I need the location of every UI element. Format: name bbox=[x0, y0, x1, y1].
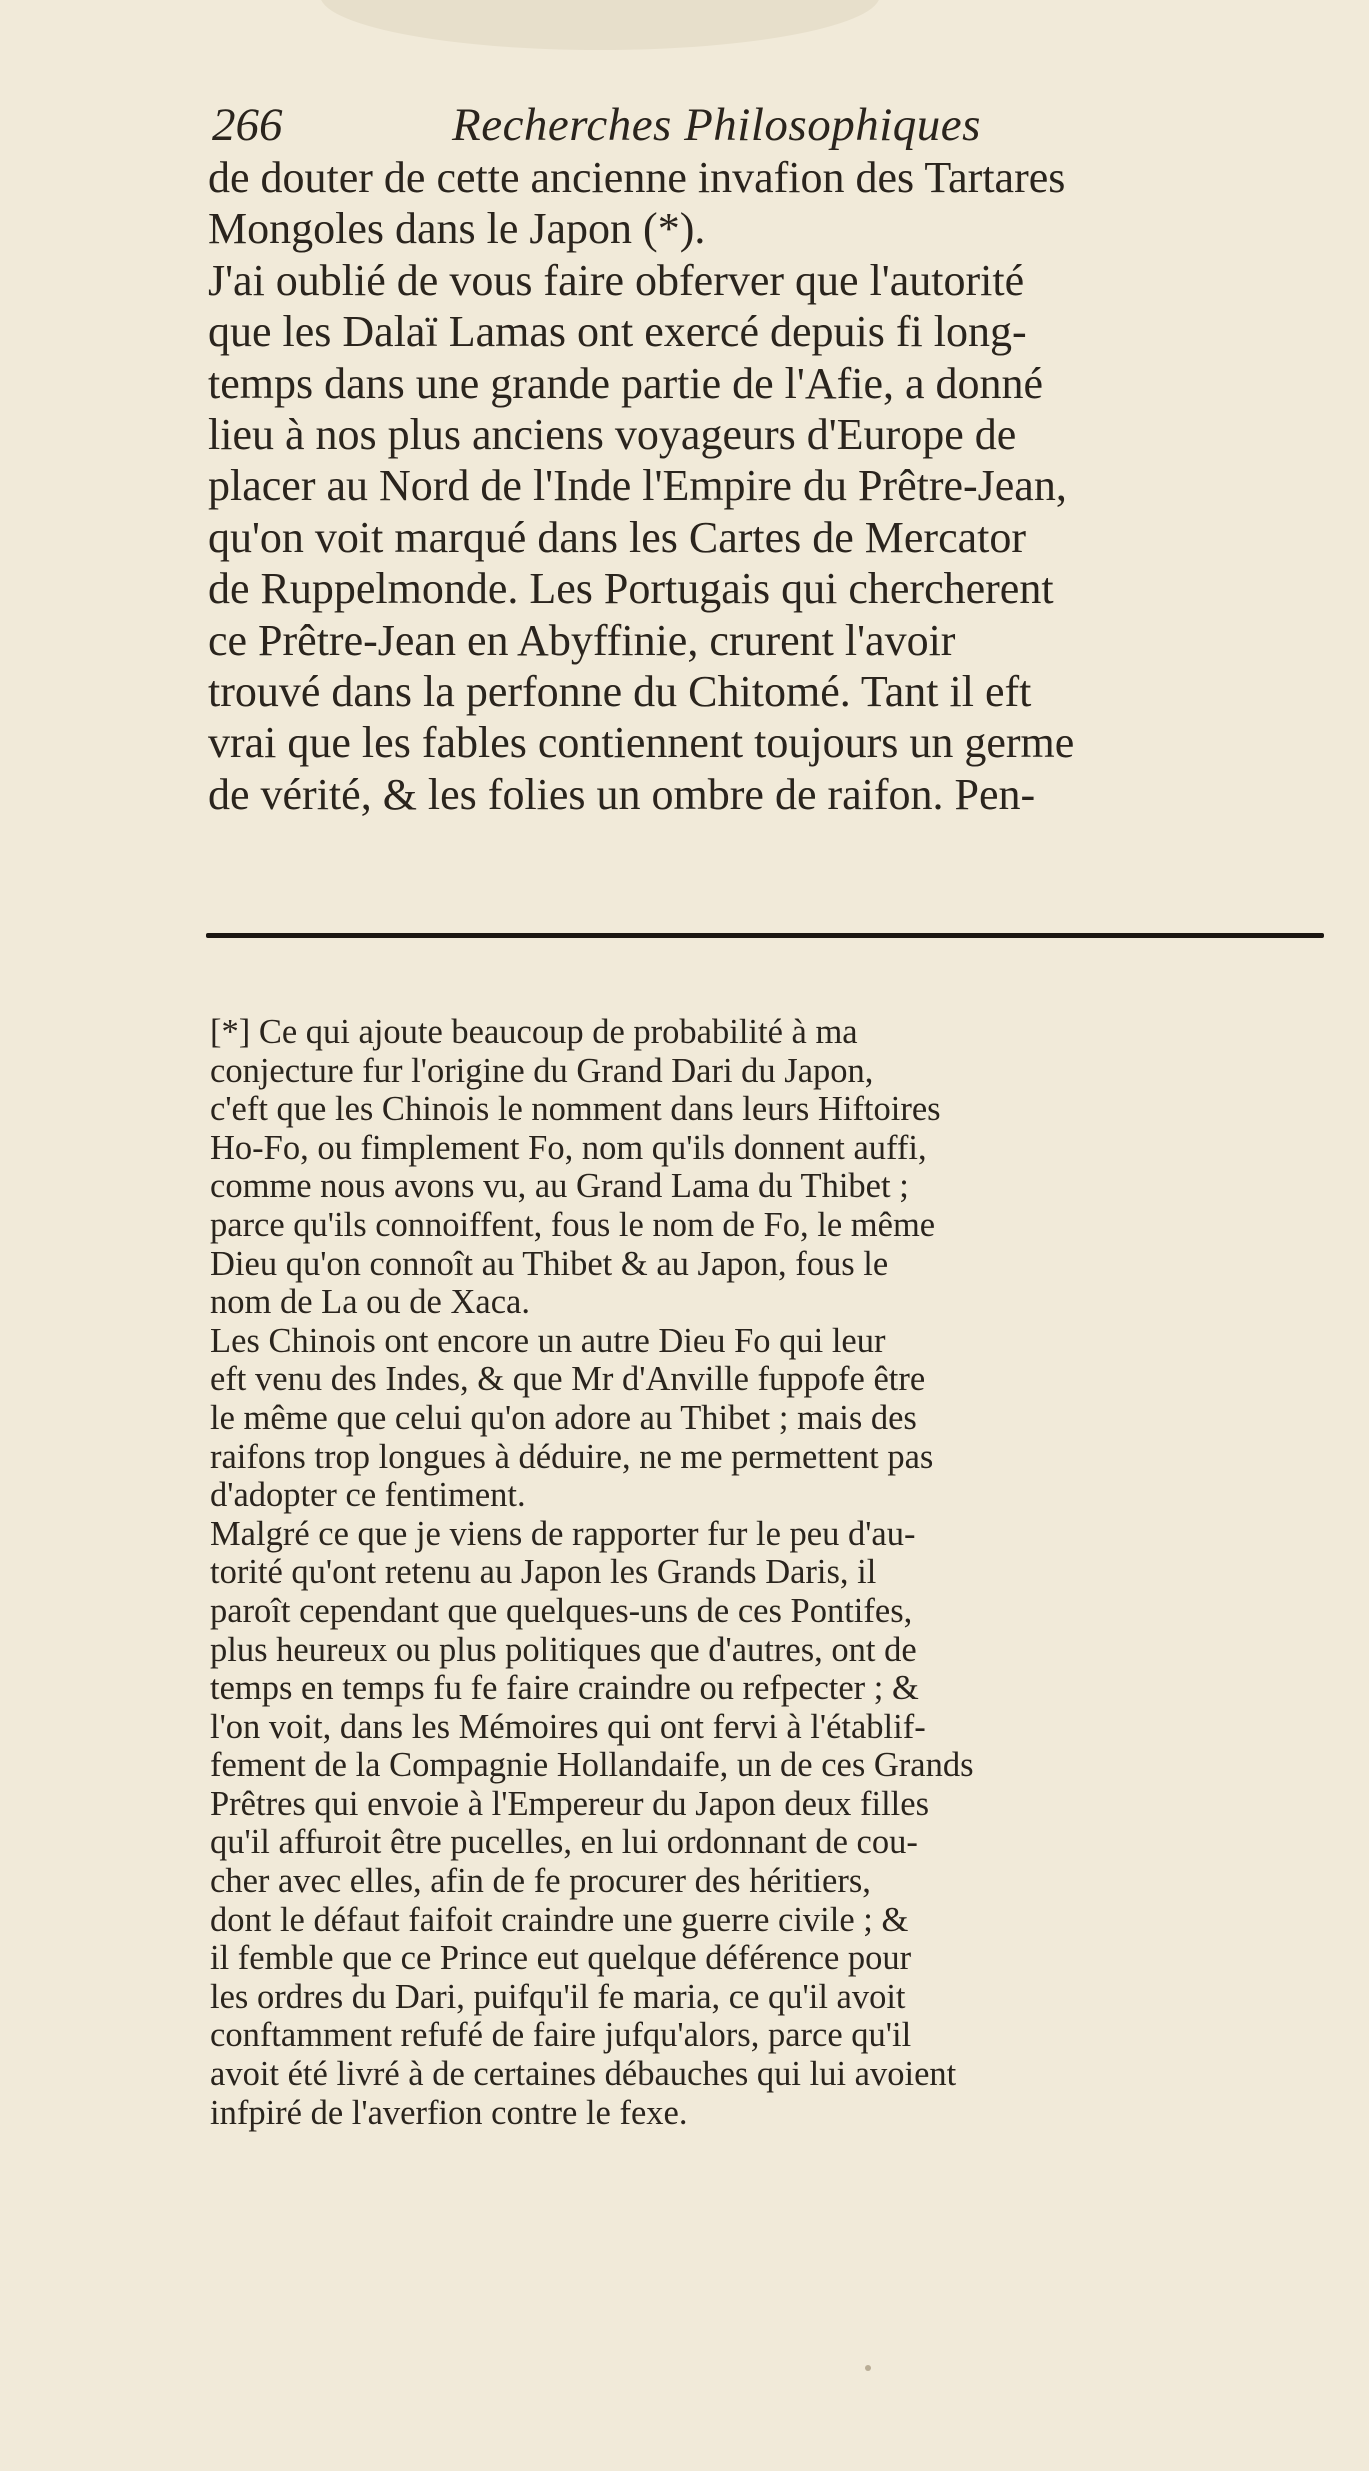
footnotes bbox=[210, 1013, 1322, 2132]
footnote-line: Dieu qu'on connoît au Thibet & au Japon, fous le bbox=[210, 1244, 889, 1283]
footnote-line: c'eft que les Chinois le nomment dans leurs Hiftoires bbox=[210, 1090, 941, 1129]
footnote-line: nom de La ou de Xaca. bbox=[210, 1283, 530, 1322]
footnote-line: paroît cependant que quelques-uns de ces Pontifes, bbox=[210, 1591, 913, 1630]
footnote-line: les ordres du Dari, puifqu'il fe maria, ce qu'il avoit bbox=[210, 1977, 906, 2016]
running-title: Recherches Philosophiques bbox=[452, 99, 981, 151]
text-line: de douter de cette ancienne invafion des Tartares bbox=[208, 153, 1066, 202]
text-line: temps dans une grande partie de l'Afie, a donné bbox=[208, 358, 1044, 408]
page-number: 266 bbox=[212, 99, 283, 151]
footnote-line: [*] Ce qui ajoute beaucoup de probabilité à ma bbox=[210, 1013, 858, 1051]
text-line: ce Prêtre-Jean en Abyffinie, crurent l'avoir bbox=[208, 615, 956, 665]
ink-speck bbox=[865, 2365, 871, 2371]
footnote-line: raifons trop longues à déduire, ne me permettent pas bbox=[210, 1437, 934, 1476]
footnote-line: torité qu'ont retenu au Japon les Grands Daris, il bbox=[210, 1553, 877, 1592]
footnote-line: parce qu'ils connoiffent, fous le nom de Fo, le même bbox=[210, 1205, 936, 1244]
page-stain bbox=[320, 0, 880, 50]
footnote-3 bbox=[210, 1515, 1322, 2133]
footnote-line: conftamment refufé de faire jufqu'alors, parce qu'il bbox=[210, 2016, 912, 2055]
footnote-line: avoit été livré à de certaines débauches qui lui avoient bbox=[210, 2055, 957, 2094]
footnote-line: plus heureux ou plus politiques que d'autres, ont de bbox=[210, 1630, 917, 1669]
footnote-line: l'on voit, dans les Mémoires qui ont fervi à l'établif- bbox=[210, 1707, 926, 1746]
footnote-line: Prêtres qui envoie à l'Empereur du Japon deux filles bbox=[210, 1784, 930, 1823]
footnote-2 bbox=[210, 1322, 1322, 1515]
footnote-line: eft venu des Indes, & que Mr d'Anville fuppofe être bbox=[210, 1360, 926, 1399]
text-line: placer au Nord de l'Inde l'Empire du Prêtre-Jean, bbox=[208, 461, 1067, 511]
footnote-line: qu'il affuroit être pucelles, en lui ordonnant de cou- bbox=[210, 1823, 918, 1862]
text-line: J'ai oublié de vous faire obferver que l'autorité bbox=[208, 255, 1025, 305]
text-line: vrai que les fables contiennent toujours un germe bbox=[208, 718, 1075, 768]
footnote-line: Malgré ce que je viens de rapporter fur le peu d'au- bbox=[210, 1514, 916, 1553]
footnote-line: comme nous avons vu, au Grand Lama du Thibet ; bbox=[210, 1167, 909, 1206]
footnote-rule bbox=[206, 933, 1324, 938]
footnote-line: Ho-Fo, ou fimplement Fo, nom qu'ils donnent auffi, bbox=[210, 1128, 927, 1167]
text-line: de Ruppelmonde. Les Portugais qui chercherent bbox=[208, 564, 1054, 614]
footnote-line: temps en temps fu fe faire craindre ou refpecter ; & bbox=[210, 1669, 919, 1708]
text-line: trouvé dans la perfonne du Chitomé. Tant il eft bbox=[208, 666, 1032, 716]
footnote-line: le même que celui qu'on adore au Thibet ; mais des bbox=[210, 1398, 917, 1437]
text-line: que les Dalaï Lamas ont exercé depuis fi long- bbox=[208, 307, 1027, 357]
page-header bbox=[212, 92, 1322, 158]
footnote-line: conjecture fur l'origine du Grand Dari du Japon, bbox=[210, 1051, 874, 1090]
footnote-line: fement de la Compagnie Hollandaife, un de ces Grands bbox=[210, 1746, 974, 1785]
footnote-line: dont le défaut faifoit craindre une guerre civile ; & bbox=[210, 1900, 909, 1939]
footnote-line: infpiré de l'averfion contre le fexe. bbox=[210, 2093, 688, 2132]
main-text bbox=[208, 152, 1328, 820]
footnote-line: d'adopter ce fentiment. bbox=[210, 1476, 526, 1515]
footnote-line: Les Chinois ont encore un autre Dieu Fo qui leur bbox=[210, 1321, 886, 1360]
text-line: qu'on voit marqué dans les Cartes de Mercator bbox=[208, 512, 1027, 562]
footnote-line: il femble que ce Prince eut quelque déférence pour bbox=[210, 1939, 912, 1978]
footnote-line: cher avec elles, afin de fe procurer des héritiers, bbox=[210, 1862, 871, 1901]
text-line: lieu à nos plus anciens voyageurs d'Europe de bbox=[208, 409, 1017, 459]
footnote-1 bbox=[210, 1013, 1322, 1322]
text-line: de vérité, & les folies un ombre de raifon. Pen- bbox=[208, 769, 1036, 819]
text-line: Mongoles dans le Japon (*). bbox=[208, 204, 706, 254]
